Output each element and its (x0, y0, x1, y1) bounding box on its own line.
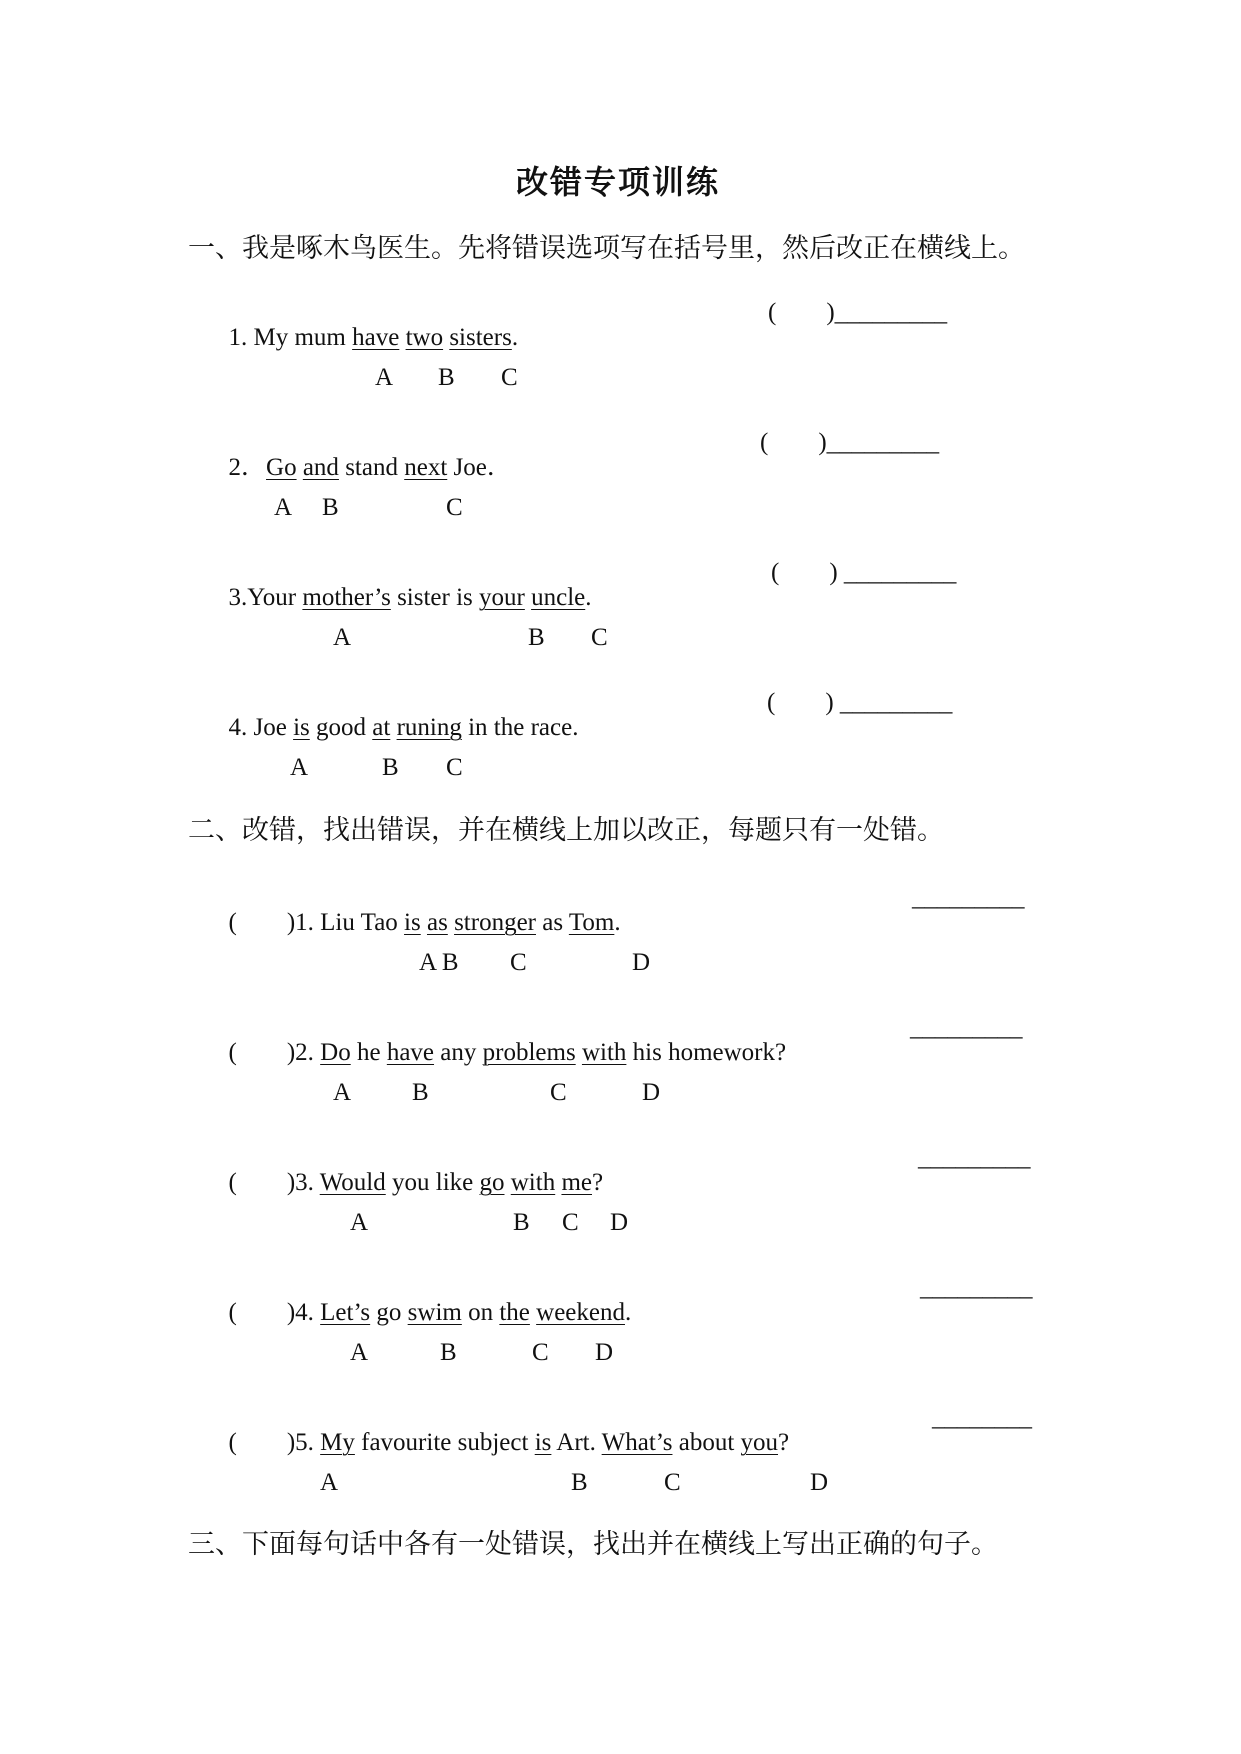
option-label-a: A (274, 494, 293, 521)
option-a-text: mother’s (302, 584, 391, 611)
option-label-c: C (532, 1339, 549, 1366)
section-1-heading: 一、我是啄木鸟医生。先将错误选项写在括号里，然后改正在横线上。 (188, 233, 1025, 264)
option-label-b: B (513, 1209, 530, 1236)
option-label-a: A (333, 624, 352, 651)
answer-paren[interactable]: ( )1. (228, 909, 321, 936)
option-label-b: B (322, 494, 339, 521)
option-b-text: your (479, 584, 525, 611)
option-c-text: What’s (601, 1429, 673, 1456)
option-a-text: is (293, 714, 310, 741)
option-label-c: C (510, 949, 527, 976)
correction-blank[interactable]: ________ (932, 1404, 1032, 1431)
option-c-text: with (510, 1169, 556, 1196)
option-label-a: A (350, 1339, 369, 1366)
correction-blank[interactable]: _________ (920, 1274, 1033, 1301)
s2-question-4: ( )4. Let’s go swim on the weekend. (228, 1299, 632, 1326)
option-b-text: go (479, 1169, 505, 1196)
question-number: 1. (228, 324, 254, 351)
option-b-text: is (534, 1429, 552, 1456)
option-c-text: problems (482, 1039, 576, 1066)
option-d-text: with (581, 1039, 627, 1066)
option-b-text: two (405, 324, 444, 351)
option-a-text: is (404, 909, 421, 936)
question-number: 2． (228, 454, 267, 481)
s2-question-2: ( )2. Do he have any problems with his homework? (228, 1039, 787, 1066)
answer-paren[interactable]: ( )4. (228, 1299, 321, 1326)
option-label-a: A (290, 754, 309, 781)
option-label-b: B (438, 364, 455, 391)
option-a-text: Do (320, 1039, 351, 1066)
option-d-text: Tom (568, 909, 615, 936)
s2-question-5: ( )5. My favourite subject is Art. What’s about you? (228, 1429, 790, 1456)
option-c-text: stronger (454, 909, 536, 936)
question-number: 3. (228, 584, 248, 611)
option-label-d: D (632, 949, 651, 976)
option-label-c: C (501, 364, 518, 391)
option-label-ab: A B (419, 949, 459, 976)
option-c-text: uncle (531, 584, 586, 611)
option-label-d: D (810, 1469, 829, 1496)
option-c-text: next (404, 454, 448, 481)
option-b-text: swim (407, 1299, 462, 1326)
answer-blank[interactable]: ( )_________ (760, 429, 940, 456)
option-label-c: C (664, 1469, 681, 1496)
option-a-text: have (352, 324, 400, 351)
option-label-d: D (595, 1339, 614, 1366)
option-b-text: and (302, 454, 339, 481)
option-d-text: weekend (536, 1299, 625, 1326)
option-a-text: Let’s (320, 1299, 371, 1326)
correction-blank[interactable]: _________ (910, 1014, 1023, 1041)
option-d-text: you (740, 1429, 779, 1456)
s2-question-1: ( )1. Liu Tao is as stronger as Tom. (228, 909, 621, 936)
answer-blank[interactable]: ( ) _________ (771, 559, 957, 586)
option-label-b: B (528, 624, 545, 651)
answer-blank[interactable]: ( )_________ (768, 299, 948, 326)
option-label-c: C (446, 754, 463, 781)
option-c-text: sisters (449, 324, 512, 351)
option-label-b: B (440, 1339, 457, 1366)
option-label-a: A (333, 1079, 352, 1106)
option-label-a: A (350, 1209, 369, 1236)
option-label-b: B (412, 1079, 429, 1106)
page-title: 改错专项训练 (516, 163, 721, 201)
option-label-b: B (382, 754, 399, 781)
option-label-a: A (320, 1469, 339, 1496)
option-a-text: Go (266, 454, 297, 481)
answer-paren[interactable]: ( )5. (228, 1429, 321, 1456)
s1-question-4: 4. Joe is good at runing in the race. (228, 714, 579, 741)
s1-question-2: 2．Go and stand next Joe． (228, 454, 512, 481)
option-label-d: D (610, 1209, 629, 1236)
option-label-c: C (562, 1209, 579, 1236)
section-2-heading: 二、改错，找出错误，并在横线上加以改正，每题只有一处错。 (188, 815, 944, 846)
s1-question-1: 1. My mum have two sisters. (228, 324, 519, 351)
question-number: 4. (228, 714, 254, 741)
answer-paren[interactable]: ( )3. (228, 1169, 320, 1196)
option-b-text: have (386, 1039, 435, 1066)
option-label-c: C (550, 1079, 567, 1106)
option-d-text: me (561, 1169, 592, 1196)
option-label-b: B (571, 1469, 588, 1496)
option-b-text: as (426, 909, 448, 936)
s1-question-3: 3.Your mother’s sister is your uncle. (228, 584, 592, 611)
option-b-text: at (372, 714, 391, 741)
option-a-text: My (320, 1429, 355, 1456)
option-label-a: A (375, 364, 394, 391)
option-c-text: runing (396, 714, 462, 741)
answer-blank[interactable]: ( ) _________ (767, 689, 953, 716)
option-label-c: C (591, 624, 608, 651)
option-label-d: D (642, 1079, 661, 1106)
option-label-c: C (446, 494, 463, 521)
correction-blank[interactable]: _________ (918, 1144, 1031, 1171)
option-a-text: Would (319, 1169, 386, 1196)
correction-blank[interactable]: _________ (912, 884, 1025, 911)
s2-question-3: ( )3. Would you like go with me? (228, 1169, 604, 1196)
option-c-text: the (499, 1299, 530, 1326)
answer-paren[interactable]: ( )2. (228, 1039, 321, 1066)
section-3-heading: 三、下面每句话中各有一处错误，找出并在横线上写出正确的句子。 (188, 1529, 998, 1560)
